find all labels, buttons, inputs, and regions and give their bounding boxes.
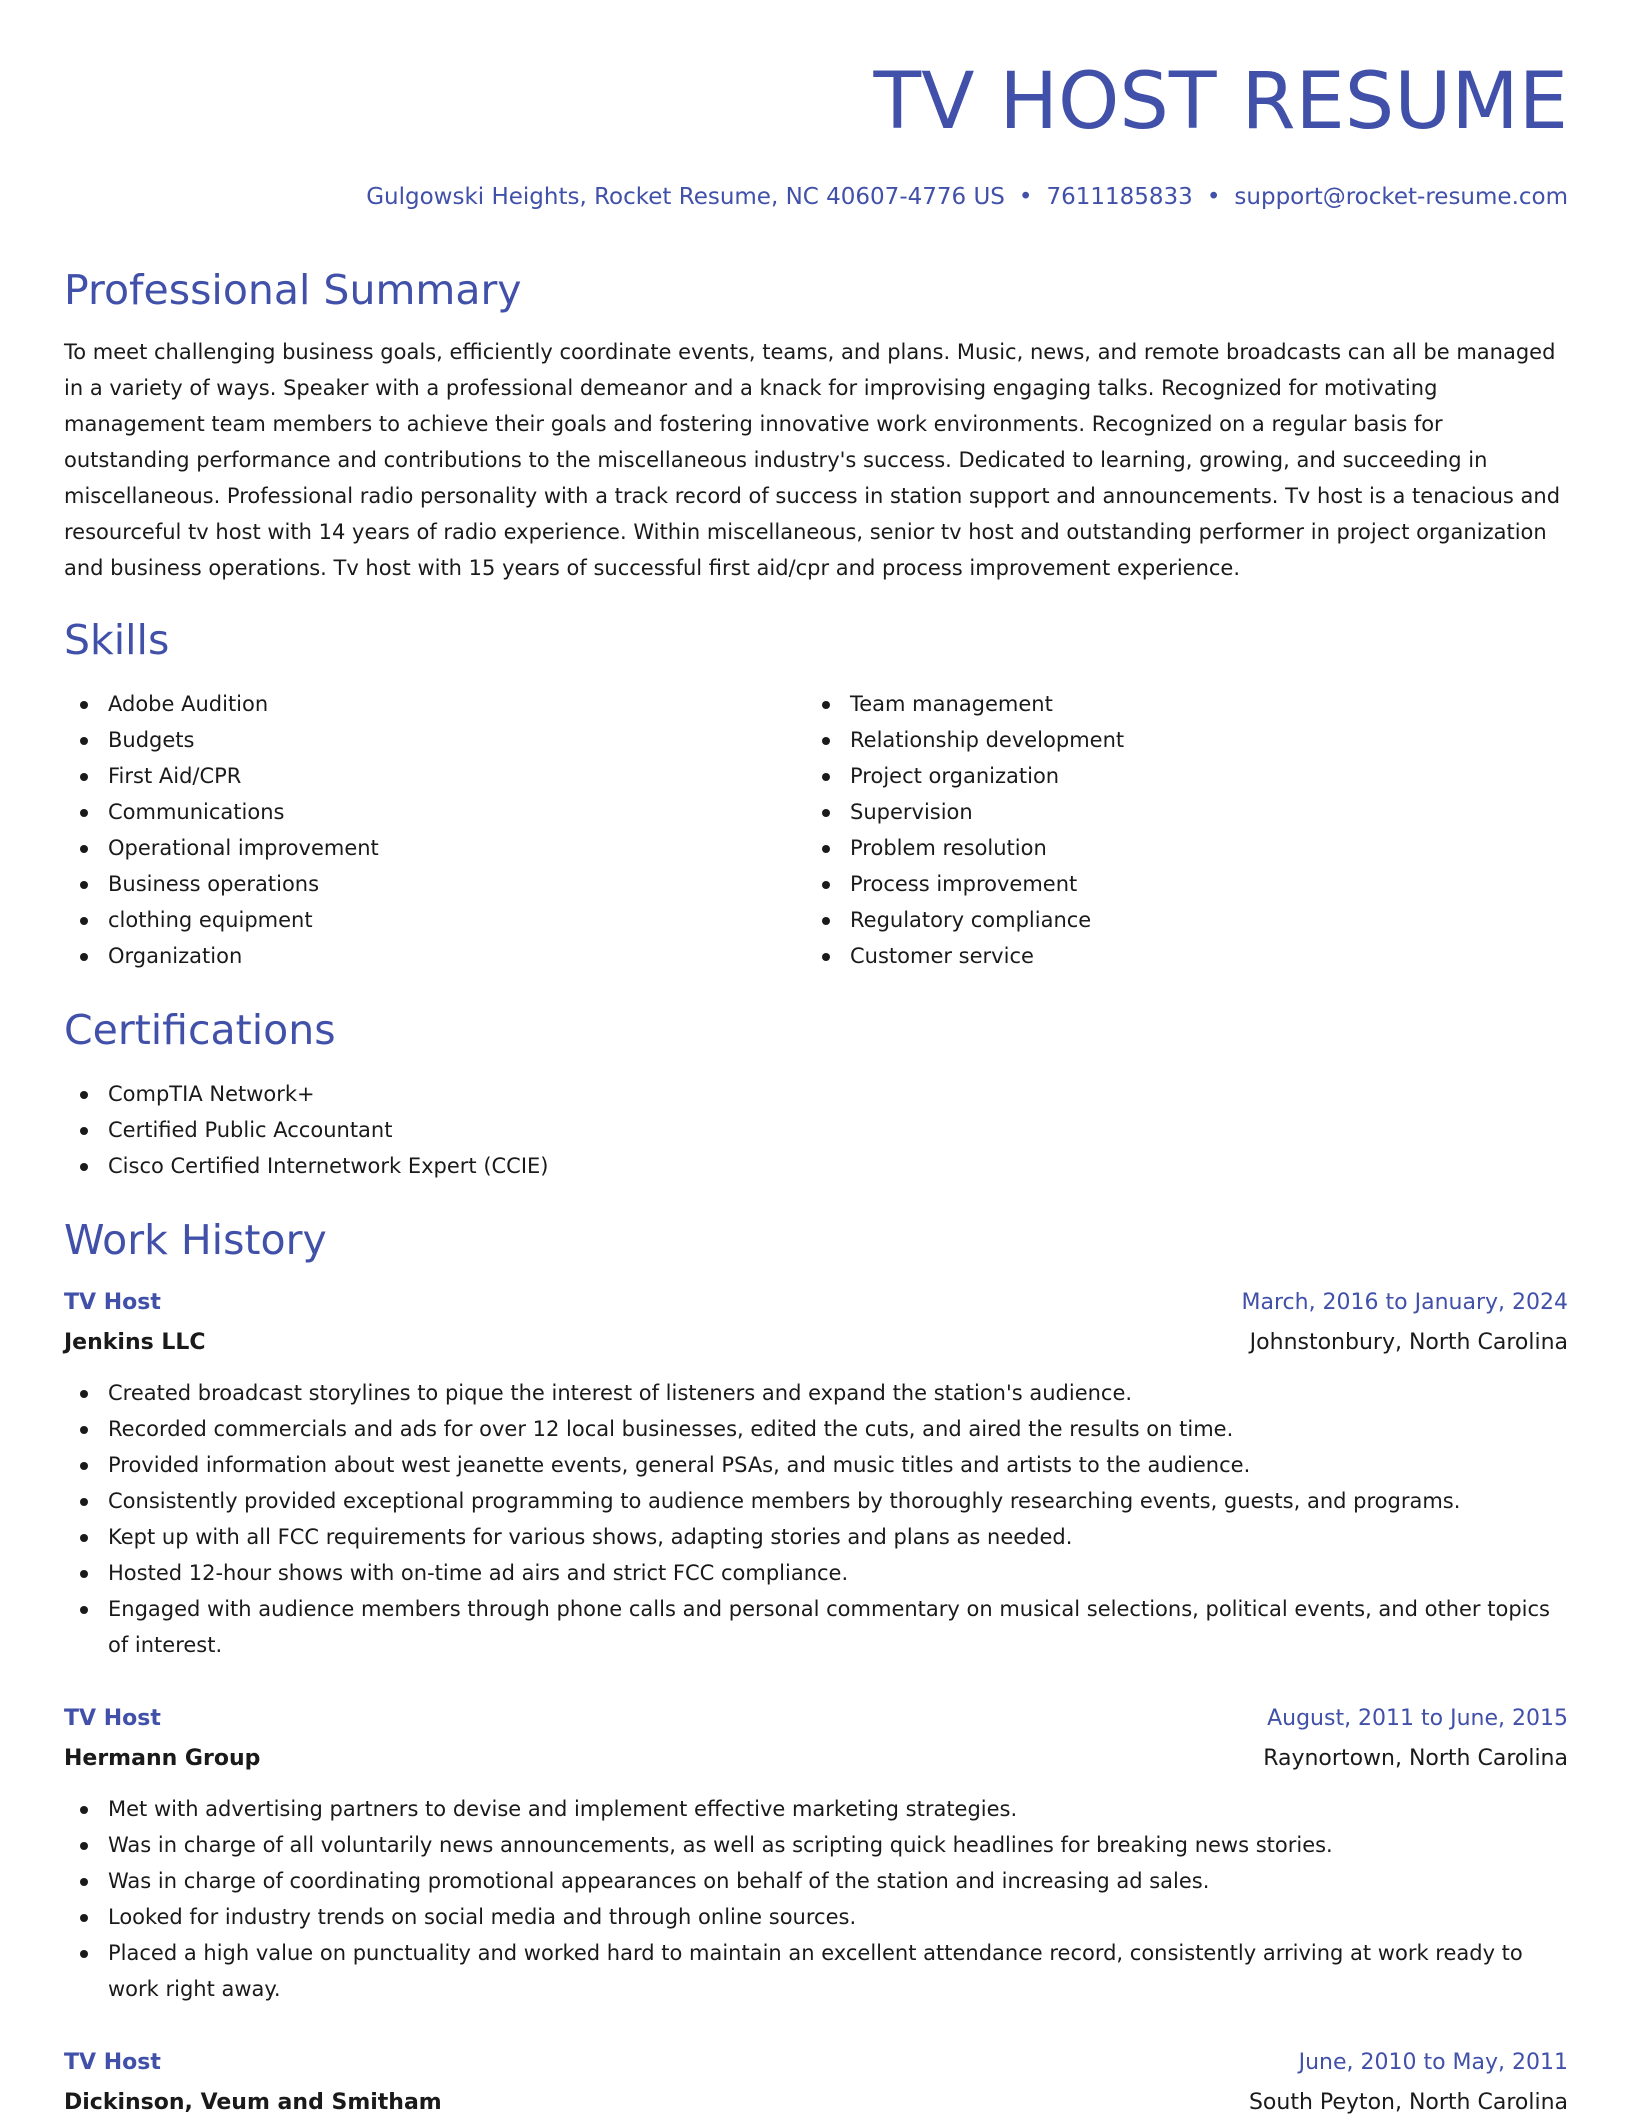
skills-list-right [806, 686, 1506, 974]
job-bullet: Consistently provided exceptional programming to audience members by thoroughly researching events, guests, and programs. [64, 1483, 1568, 1519]
skill-item: Communications [64, 794, 764, 830]
job-bullet: Placed a high value on punctuality and worked hard to maintain an excellent attendance record, consistently arriving at work ready to work right away. [64, 1935, 1568, 2007]
work-history-heading: Work History [64, 1216, 327, 1264]
job-entry [64, 1699, 1568, 2007]
summary-text: To meet challenging business goals, efficiently coordinate events, teams, and plans. Music, news, and remote broadcasts can all be managed in a variety of ways. Speaker with a professional demeanor and a knack for improvising engaging talks. Recognized for motivating management team members to achieve their goals and fostering innovative work environments. Recognized on a regular basis for outstanding performance and contributions to the miscellaneous industry's success. Dedicated to learning, growing, and succeeding in miscellaneous. Professional radio personality with a track record of success in station support and announcements. Tv host is a tenacious and resourceful tv host with 14 years of radio experience. Within miscellaneous, senior tv host and outstanding performer in project organization and business operations. Tv host with 15 years of successful first aid/cpr and process improvement experience. [64, 340, 1561, 580]
contact-email[interactable]: support@rocket-resume.com [1234, 184, 1568, 210]
job-bullet: Was in charge of coordinating promotional appearances on behalf of the station and increasing ad sales. [64, 1863, 1568, 1899]
job-dates: August, 2011 to June, 2015 [1267, 1706, 1568, 1731]
job-company-row [64, 2083, 1568, 2123]
job-bullet: Recorded commercials and ads for over 12 local businesses, edited the cuts, and aired the results on time. [64, 1411, 1568, 1447]
job-title: TV Host [64, 2050, 161, 2075]
skill-item: Business operations [64, 866, 764, 902]
job-bullet: Hosted 12-hour shows with on-time ad airs and strict FCC compliance. [64, 1555, 1568, 1591]
skill-item: Operational improvement [64, 830, 764, 866]
job-bullet: Created broadcast storylines to pique the interest of listeners and expand the station's audience. [64, 1375, 1568, 1411]
certifications-heading: Certifications [64, 1006, 336, 1054]
job-title-row [64, 1699, 1568, 1739]
contact-address: Gulgowski Heights, Rocket Resume, NC 40607-4776 US [366, 184, 1005, 210]
job-title-row [64, 1283, 1568, 1323]
job-bullet: Was in charge of all voluntarily news announcements, as well as scripting quick headlines for breaking news stories. [64, 1827, 1568, 1863]
job-dates: March, 2016 to January, 2024 [1241, 1290, 1568, 1315]
skill-item: Team management [806, 686, 1506, 722]
job-title-row [64, 2043, 1568, 2083]
job-location: Raynortown, North Carolina [1263, 1746, 1568, 1771]
certification-item: CompTIA Network+ [64, 1076, 1064, 1112]
skills-list-left [64, 686, 764, 974]
job-bullet: Met with advertising partners to devise and implement effective marketing strategies. [64, 1791, 1568, 1827]
skill-item: Project organization [806, 758, 1506, 794]
job-title: TV Host [64, 1290, 161, 1315]
summary-heading: Professional Summary [64, 266, 522, 314]
skill-item: Relationship development [806, 722, 1506, 758]
certification-item: Certified Public Accountant [64, 1112, 1064, 1148]
job-dates: June, 2010 to May, 2011 [1298, 2050, 1568, 2075]
job-company-row [64, 1739, 1568, 1779]
job-entry [64, 2043, 1568, 2123]
skill-item: First Aid/CPR [64, 758, 764, 794]
job-title: TV Host [64, 1706, 161, 1731]
skill-item: Problem resolution [806, 830, 1506, 866]
skill-item: Supervision [806, 794, 1506, 830]
contact-line [366, 180, 1568, 214]
job-location: Johnstonbury, North Carolina [1249, 1330, 1568, 1355]
job-bullets [64, 1375, 1568, 1663]
certification-item: Cisco Certified Internetwork Expert (CCIE) [64, 1148, 1064, 1184]
skill-item: Budgets [64, 722, 764, 758]
job-company: Jenkins LLC [64, 1330, 206, 1355]
skill-item: Process improvement [806, 866, 1506, 902]
job-bullet: Looked for industry trends on social media and through online sources. [64, 1899, 1568, 1935]
resume-title: TV HOST RESUME [873, 57, 1568, 147]
job-company: Hermann Group [64, 1746, 261, 1771]
skill-item: clothing equipment [64, 902, 764, 938]
skills-heading: Skills [64, 616, 170, 664]
certifications-list [64, 1076, 1064, 1184]
skill-item: Customer service [806, 938, 1506, 974]
job-bullet: Engaged with audience members through phone calls and personal commentary on musical selections, political events, and other topics of interest. [64, 1591, 1568, 1663]
contact-separator: • [1206, 184, 1221, 210]
job-bullet: Kept up with all FCC requirements for various shows, adapting stories and plans as needed. [64, 1519, 1568, 1555]
contact-phone: 7611185833 [1046, 184, 1193, 210]
job-bullet: Provided information about west jeanette events, general PSAs, and music titles and artists to the audience. [64, 1447, 1568, 1483]
skill-item: Regulatory compliance [806, 902, 1506, 938]
job-bullets [64, 1791, 1568, 2007]
skill-item: Adobe Audition [64, 686, 764, 722]
skill-item: Organization [64, 938, 764, 974]
contact-separator: • [1018, 184, 1033, 210]
job-company-row [64, 1323, 1568, 1363]
job-entry [64, 1283, 1568, 1663]
job-location: South Peyton, North Carolina [1248, 2090, 1568, 2115]
job-company: Dickinson, Veum and Smitham [64, 2090, 442, 2115]
